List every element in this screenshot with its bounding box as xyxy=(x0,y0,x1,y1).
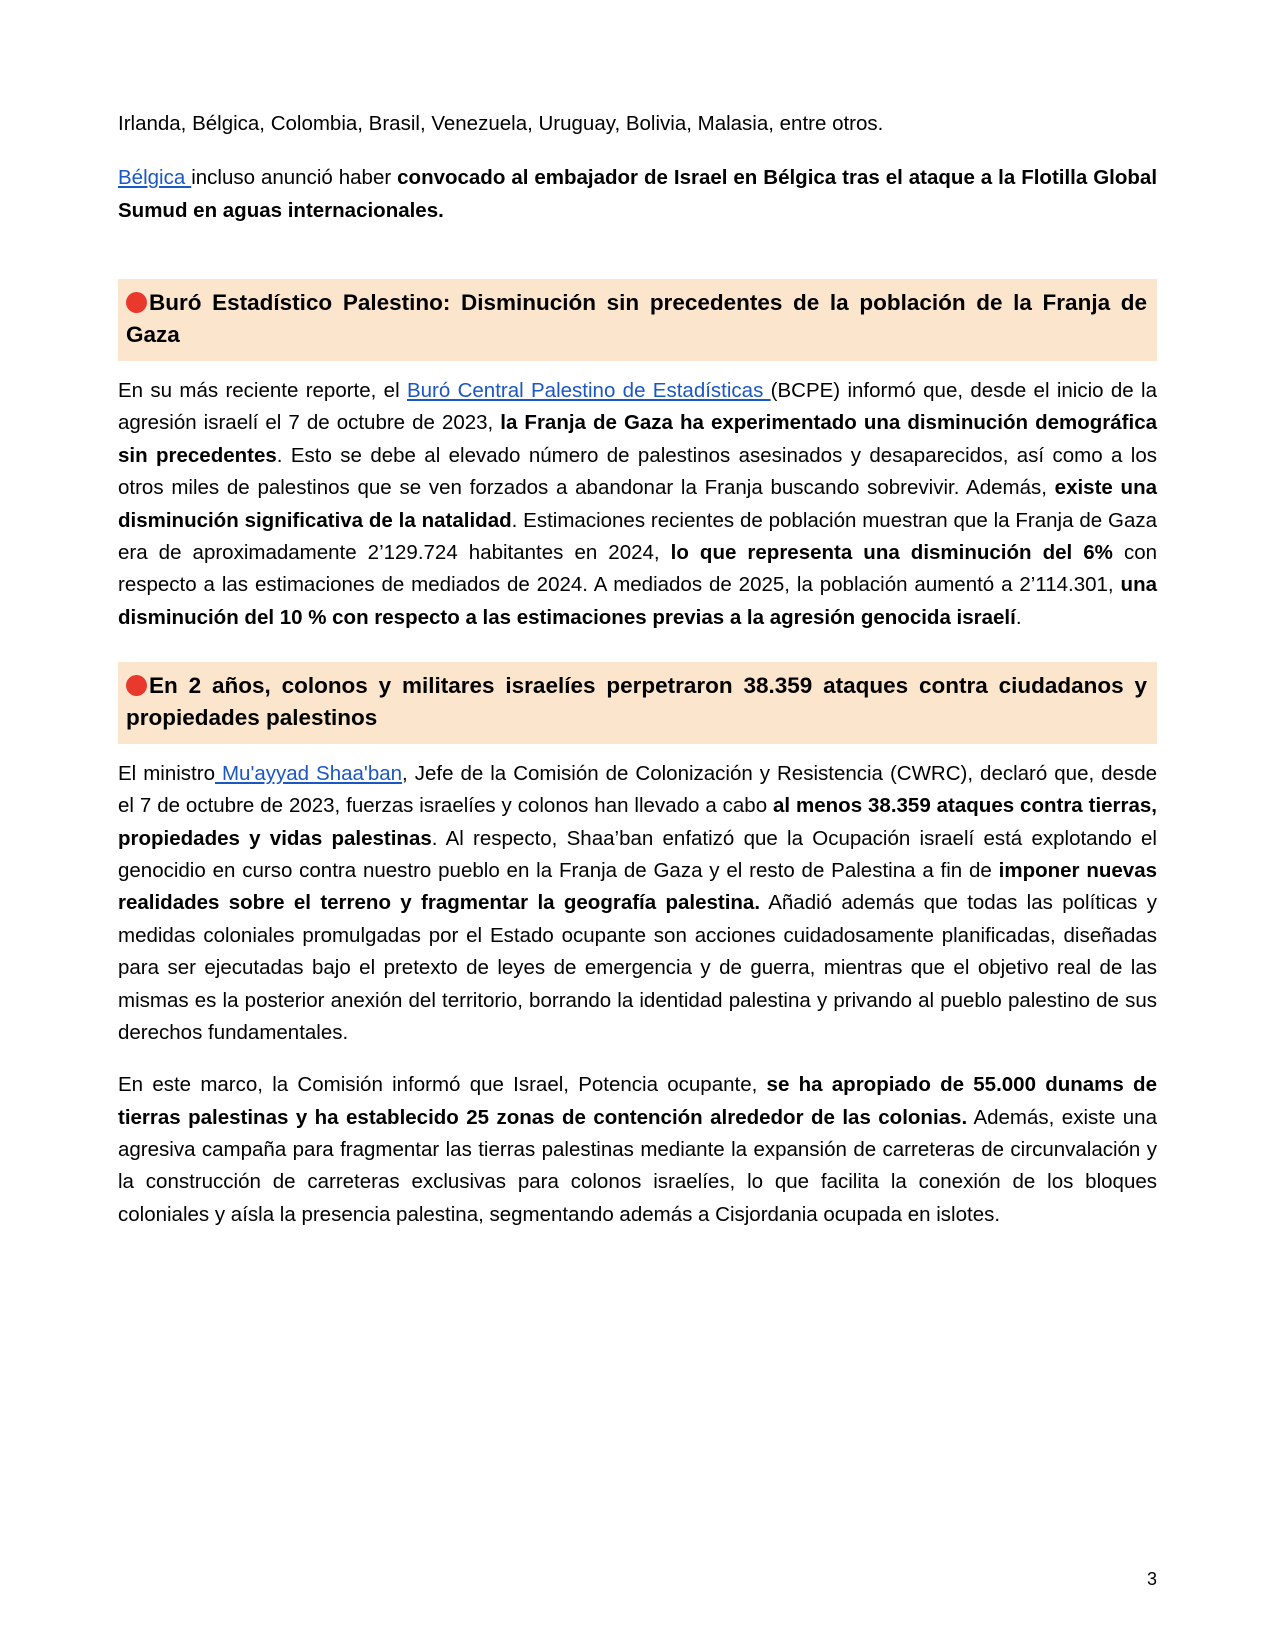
body-text: . Esto se debe al elevado número de palestinos asesinados y desaparecidos, así como a los otros miles de palestinos que se ven forzados a abandonar la Franja buscando sobrevivir. Además, xyxy=(118,443,1158,500)
body-text: (BCPE) informó que, desde el inicio de la agresión israelí el 7 de octubre de 2023, xyxy=(118,379,1157,435)
body-text: . xyxy=(1015,605,1022,629)
body-text: con respecto a las estimaciones de mediados de 2024. A mediados de 2025, la población aumentó a 2’114.301, xyxy=(118,540,1157,597)
red-circle-icon xyxy=(126,292,147,313)
intro-paragraph-countries xyxy=(118,108,1157,140)
intro-line-1: Irlanda, Bélgica, Colombia, Brasil, Venezuela, Uruguay, Bolivia, Malasia, entre otros. xyxy=(118,112,884,135)
emphasis-text: imponer nuevas realidades sobre el terreno y fragmentar la geografía palestina. xyxy=(118,859,1157,915)
section-heading-1 xyxy=(118,279,1157,361)
intro-line-2-text: incluso anunció haber xyxy=(191,166,398,190)
emphasis-text: se ha apropiado de 55.000 dunams de tierras palestinas y ha establecido 25 zonas de contención alrededor de las colonias. xyxy=(118,1073,1157,1129)
emphasis-text: existe una disminución significativa de la natalidad xyxy=(118,476,1157,532)
belgica-link[interactable]: Bélgica xyxy=(118,166,192,190)
emphasis-text: la Franja de Gaza ha experimentado una disminución demográfica sin precedentes xyxy=(118,411,1157,467)
intro-paragraph-belgium xyxy=(118,162,1157,227)
section-2-paragraph-2 xyxy=(118,1069,1157,1231)
page-number: 3 xyxy=(1146,1569,1157,1589)
section-heading-1-text: Buró Estadístico Palestino: Disminución sin precedentes de la población de la Franja de Gaza xyxy=(126,290,1147,348)
emphasis-text: una disminución del 10 % con respecto a las estimaciones previas a la agresión genocida israelí xyxy=(118,573,1157,629)
body-text: El ministro xyxy=(118,761,215,785)
red-circle-icon xyxy=(126,675,147,696)
body-text: Además, existe una agresiva campaña para fragmentar las tierras palestinas mediante la expansión de carreteras de circunvalación y la construcción de carreteras exclusivas para colonos israelíes, lo que facilita la conexión de los bloques coloniales y aísla la presencia palestina, segmentando además a Cisjordania ocupada en islotes. xyxy=(118,1105,1157,1226)
section-2-paragraph-1 xyxy=(118,758,1157,1049)
body-text: Añadió además que todas las políticas y medidas coloniales promulgadas por el Estado ocupante son acciones cuidadosamente planificadas, diseñadas para ser ejecutadas bajo el pretexto de leyes de emergencia y de guerra, mientras que el objetivo real de las mismas es la posterior anexión del territorio, borrando la identidad palestina y privando al pueblo palestino de sus derechos fundamentales. xyxy=(118,891,1157,1044)
body-text: . Estimaciones recientes de población muestran que la Franja de Gaza era de aproximadamente 2’129.724 habitantes en 2024, xyxy=(118,508,1157,564)
body-text: En su más reciente reporte, el xyxy=(118,379,407,402)
emphasis-text: al menos 38.359 ataques contra tierras, propiedades y vidas palestinas xyxy=(118,794,1157,850)
intro-line-2-bold: convocado al embajador de Israel en Bélgica tras el ataque a la Flotilla Global Sumud en aguas internacionales. xyxy=(118,166,1158,222)
inline-link[interactable]: Buró Central Palestino de Estadísticas xyxy=(406,379,771,402)
body-text: . Al respecto, Shaa’ban enfatizó que la Ocupación israelí está explotando el genocidio en curso contra nuestro pueblo en la Franja de Gaza y el resto de Palestina a fin de xyxy=(118,826,1157,882)
inline-link[interactable]: Mu'ayyad Shaa'ban xyxy=(214,761,403,785)
body-text: , Jefe de la Comisión de Colonización y Resistencia (CWRC), declaró que, desde el 7 de octubre de 2023, fuerzas israelíes y colonos han llevado a cabo xyxy=(118,761,1158,818)
emphasis-text: lo que representa una disminución del 6% xyxy=(670,540,1113,564)
section-heading-2-text: En 2 años, colonos y militares israelíes perpetraron 38.359 ataques contra ciudadanos y propiedades palestinos xyxy=(126,673,1147,730)
body-text: En este marco, la Comisión informó que Israel, Potencia ocupante, xyxy=(118,1073,767,1097)
section-heading-2 xyxy=(118,662,1157,744)
section-1-paragraph-1 xyxy=(118,375,1157,634)
